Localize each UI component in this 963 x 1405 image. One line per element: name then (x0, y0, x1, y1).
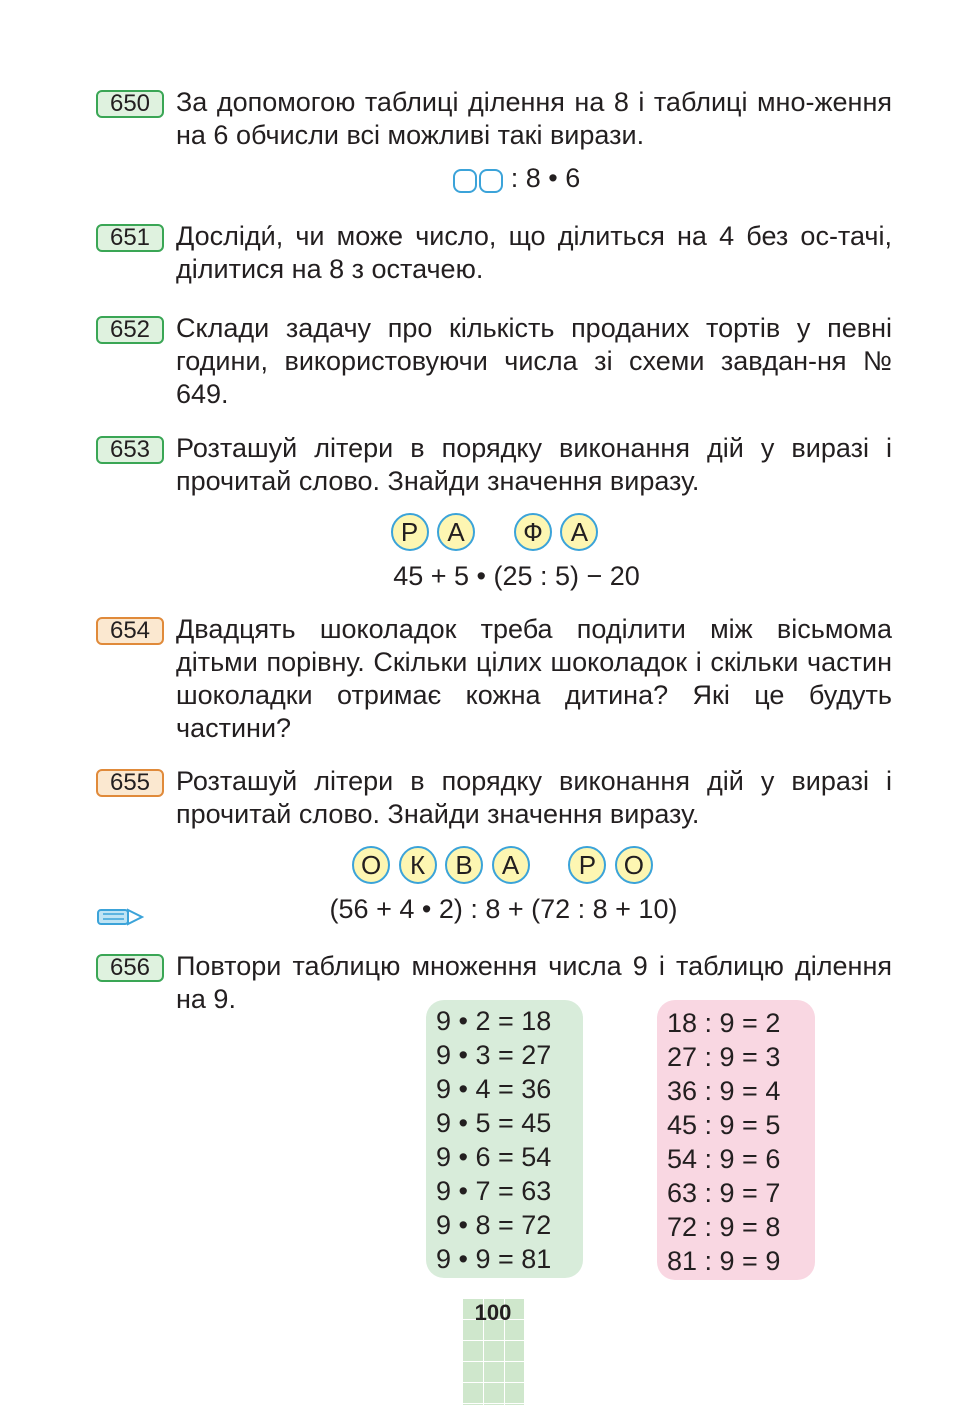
letter-circle: Ф (514, 513, 552, 551)
task-text: Досліди́, чи може число, що ділиться на 4 без ос-тачі, ділитися на 8 з остачею. (176, 221, 892, 284)
task-number-badge: 654 (96, 617, 164, 645)
task-number-badge: 656 (96, 954, 164, 982)
table-row: 9 • 4 = 36 (436, 1074, 552, 1104)
task-text: Двадцять шоколадок треба поділити між вісьмома дітьми порівну. Скільки цілих шоколадок і скільки частин шоколадки отримає кожна дитина? Які це будуть частини? (176, 614, 892, 743)
letter-circle: А (437, 513, 475, 551)
empty-digit-boxes (453, 163, 505, 196)
expression-653: 45 + 5 • (25 : 5) − 20 (393, 561, 640, 591)
table-row: 45 : 9 = 5 (667, 1110, 781, 1140)
multiplication-table-9 (426, 1000, 583, 1278)
letters-655 (0, 846, 963, 884)
task-654 (96, 613, 892, 745)
expression-650: : 8 • 6 (0, 162, 963, 196)
table-row: 9 • 6 = 54 (436, 1142, 552, 1172)
table-row: 63 : 9 = 7 (667, 1178, 781, 1208)
task-number-badge: 653 (96, 436, 164, 464)
task-number-badge: 652 (96, 316, 164, 344)
task-text: За допомогою таблиці ділення на 8 і таблиці мно-ження на 6 обчисли всі можливі такі вирази. (176, 87, 892, 150)
letters-653 (0, 513, 963, 551)
task-text: Розташуй літери в порядку виконання дій у виразі і прочитай слово. Знайди значення виразу. (176, 433, 892, 496)
letter-circle: Р (391, 513, 429, 551)
table-row: 9 • 2 = 18 (436, 1006, 552, 1036)
table-row: 9 • 9 = 81 (436, 1244, 552, 1274)
expression-655: (56 + 4 • 2) : 8 + (72 : 8 + 10) (329, 894, 678, 924)
task-652 (96, 312, 892, 411)
table-row: 81 : 9 = 9 (667, 1246, 781, 1276)
task-text: Повтори таблицю множення числа 9 і таблицю ділення на 9. (176, 951, 892, 1014)
pencil-icon (96, 906, 144, 933)
task-651 (96, 220, 892, 286)
table-row: 9 • 8 = 72 (436, 1210, 552, 1240)
letter-circle: В (445, 846, 483, 884)
task-number-badge: 650 (96, 90, 164, 118)
table-row: 54 : 9 = 6 (667, 1144, 781, 1174)
table-row: 27 : 9 = 3 (667, 1042, 781, 1072)
page-number: 100 (462, 1298, 524, 1405)
table-row: 9 • 7 = 63 (436, 1176, 552, 1206)
table-row: 36 : 9 = 4 (667, 1076, 781, 1106)
task-number-badge: 651 (96, 224, 164, 252)
task-number-badge: 655 (96, 769, 164, 797)
letter-circle: О (615, 846, 653, 884)
task-text: Склади задачу про кількість проданих тортів у певні години, використовуючи числа зі схеми завдан-ня № 649. (176, 313, 892, 409)
table-row: 18 : 9 = 2 (667, 1008, 781, 1038)
letter-circle: К (399, 846, 437, 884)
table-row: 9 • 5 = 45 (436, 1108, 552, 1138)
letter-circle: А (492, 846, 530, 884)
letter-circle: О (352, 846, 390, 884)
task-655 (96, 765, 892, 831)
table-row: 72 : 9 = 8 (667, 1212, 781, 1242)
table-row: 9 • 3 = 27 (436, 1040, 552, 1070)
task-650 (96, 86, 892, 152)
task-text: Розташуй літери в порядку виконання дій у виразі і прочитай слово. Знайди значення виразу. (176, 766, 892, 829)
letter-circle: А (560, 513, 598, 551)
task-653 (96, 432, 892, 498)
division-table-9 (657, 1000, 815, 1280)
letter-circle: Р (568, 846, 606, 884)
